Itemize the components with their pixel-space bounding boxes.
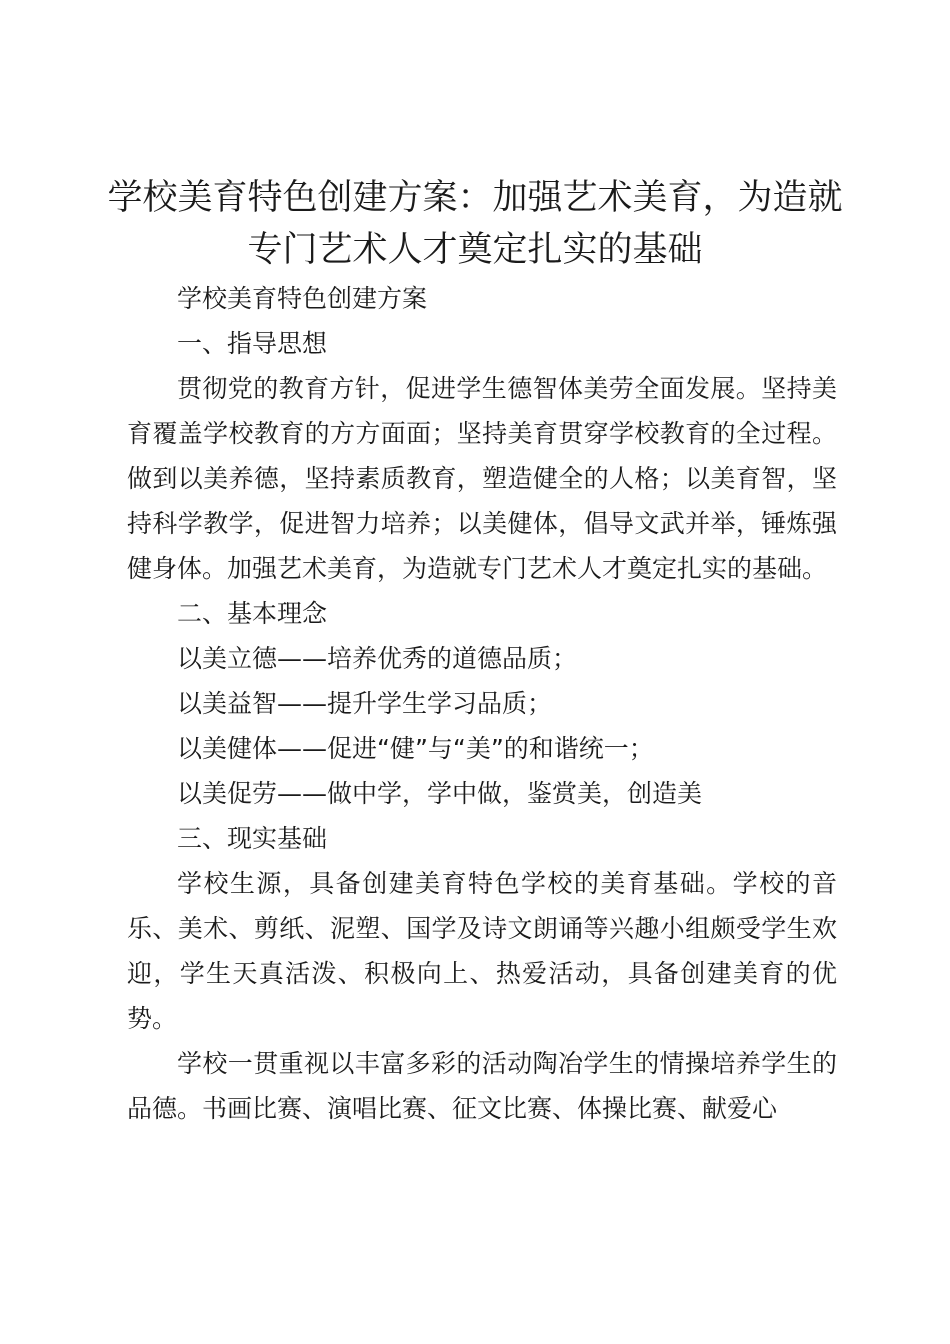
section-heading-current-basis: 三、现实基础 bbox=[177, 824, 328, 853]
concept-item-physique: 以美健体——促进“健”与“美”的和谐统一； bbox=[177, 734, 654, 763]
paragraph-guiding-ideology: 贯彻党的教育方针，促进学生德智体美劳全面发展。坚持美育覆盖学校教育的方方面面；坚持美育贯穿学校教育的全过程。做到以美养德，坚持素质教育，塑造健全的人格；以美育智，坚持科学教学，促进智力培养；以美健体，倡导文武并举，锤炼强健身体。加强艺术美育，为造就专门艺术人才奠定扎实的基础。 bbox=[127, 374, 837, 583]
paragraph-current-basis: 学校生源，具备创建美育特色学校的美育基础。学校的音乐、美术、剪纸、泥塑、国学及诗文朗诵等兴趣小组颇受学生欢迎，学生天真活泼、积极向上、热爱活动，具备创建美育的优势。 bbox=[127, 869, 837, 1033]
document-title: 学校美育特色创建方案：加强艺术美育，为造就专门艺术人才奠定扎实的基础 bbox=[107, 178, 843, 270]
concept-item-morality: 以美立德——培养优秀的道德品质； bbox=[177, 644, 578, 673]
section-heading-guiding-ideology: 一、指导思想 bbox=[177, 329, 328, 358]
concept-item-labor: 以美促劳——做中学，学中做，鉴赏美，创造美 bbox=[177, 779, 703, 808]
concept-item-intellect: 以美益智——提升学生学习品质； bbox=[177, 689, 553, 718]
paragraph-school-activities: 学校一贯重视以丰富多彩的活动陶冶学生的情操培养学生的品德。书画比赛、演唱比赛、征文比赛、体操比赛、献爱心 bbox=[127, 1049, 837, 1123]
document-body bbox=[127, 276, 837, 1131]
plan-subtitle: 学校美育特色创建方案 bbox=[177, 284, 428, 313]
section-heading-basic-concepts: 二、基本理念 bbox=[177, 599, 328, 628]
